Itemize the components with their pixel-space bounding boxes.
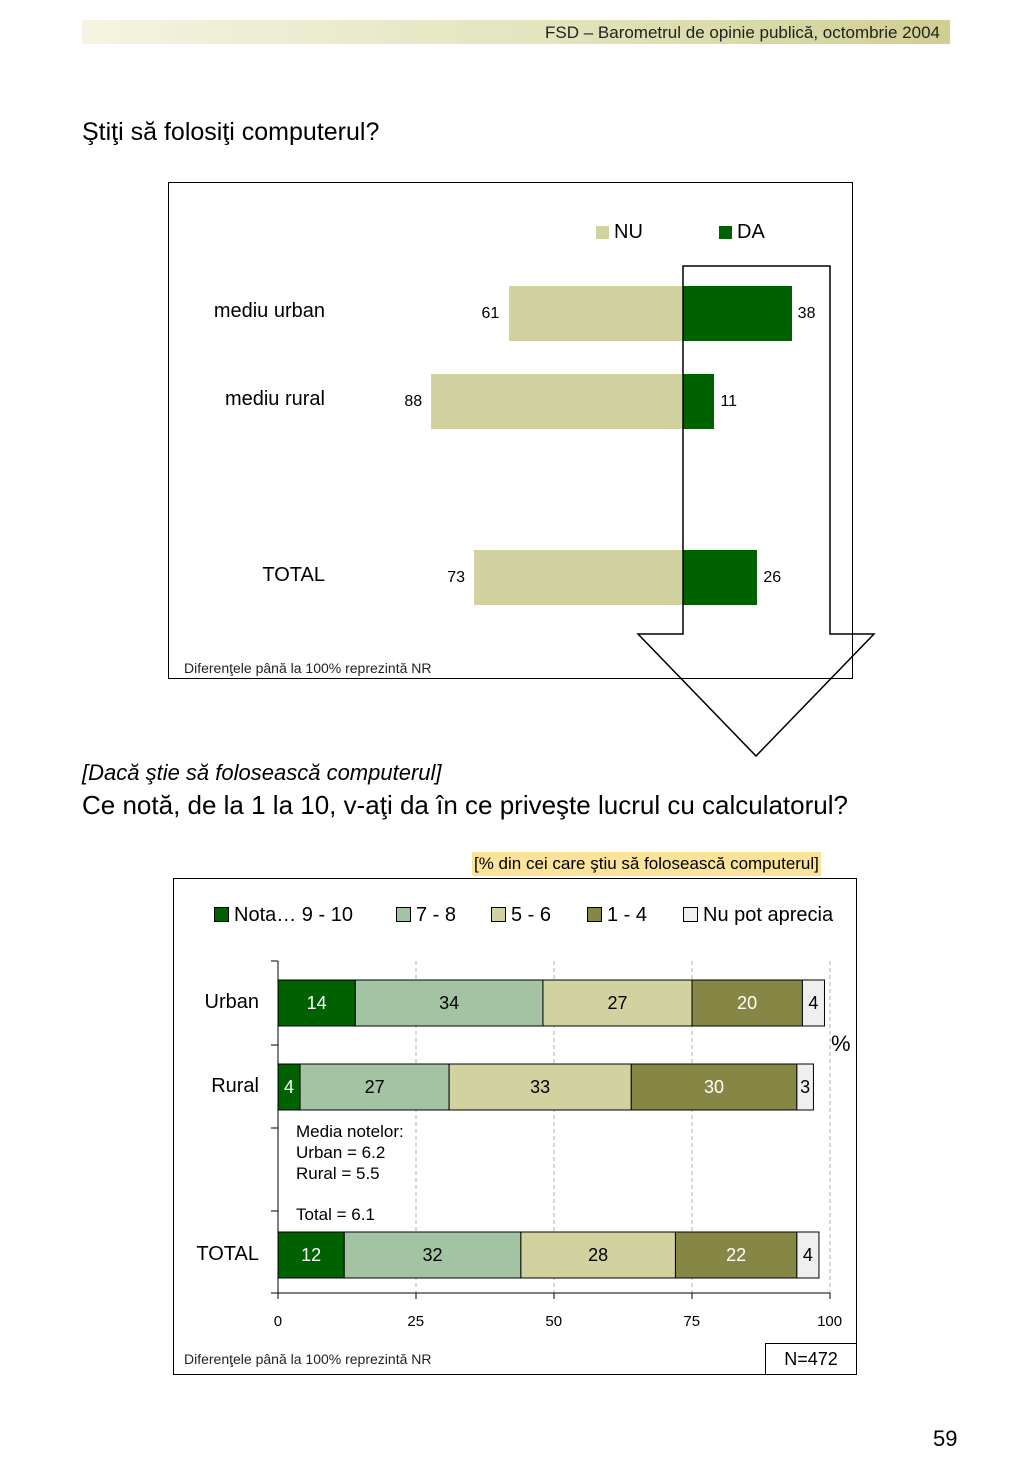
question2-title: Ce notă, de la 1 la 10, v-aţi da în ce priveşte lucrul cu calculatorul? bbox=[82, 790, 848, 820]
legend-item-5-6 bbox=[491, 904, 551, 927]
segment-value-7-8-total: 32 bbox=[422, 1245, 443, 1265]
bar-nu-total bbox=[474, 550, 683, 605]
chart1-note: Diferenţele până la 100% reprezintă NR bbox=[184, 660, 432, 676]
value-label-nu-mediu-urban: 61 bbox=[481, 305, 500, 322]
computer-usage-chart bbox=[168, 182, 853, 679]
question1-title: Ştiţi să folosiţi computerul? bbox=[82, 118, 380, 146]
legend-item-nu bbox=[596, 221, 643, 244]
legend-swatch-7-8 bbox=[396, 907, 411, 922]
legend-item-nu-pot-aprecia bbox=[683, 904, 833, 927]
legend-label-5-6: 5 - 6 bbox=[511, 904, 552, 926]
segment-value-7-8-rural: 27 bbox=[364, 1077, 385, 1097]
category-label-rural: Rural bbox=[211, 1075, 259, 1097]
question2-filter: [Dacă ştie să folosească computerul] bbox=[82, 760, 442, 785]
category-label-urban: Urban bbox=[204, 991, 259, 1013]
x-tick-label-0: 0 bbox=[273, 1313, 283, 1330]
segment-value-1-4-rural: 30 bbox=[704, 1077, 725, 1097]
bar-da-mediu-urban bbox=[683, 286, 792, 341]
segment-value-1-4-total: 22 bbox=[726, 1245, 747, 1265]
segment-value-nu-pot-aprecia-urban: 4 bbox=[808, 993, 819, 1013]
value-label-nu-mediu-rural: 88 bbox=[404, 393, 423, 410]
x-tick-label-50: 50 bbox=[545, 1313, 563, 1330]
value-label-nu-total: 73 bbox=[447, 569, 466, 586]
legend-label-9-10: Nota… 9 - 10 bbox=[234, 904, 353, 926]
segment-value-nu-pot-aprecia-rural: 3 bbox=[800, 1077, 811, 1097]
segment-value-nota-9-10-urban: 14 bbox=[306, 993, 327, 1013]
value-label-da-mediu-rural: 11 bbox=[720, 393, 738, 410]
legend-item-9-10 bbox=[214, 904, 353, 927]
bar-da-total bbox=[683, 550, 757, 605]
sample-size-box: N=472 bbox=[765, 1343, 857, 1375]
legend-label-7-8: 7 - 8 bbox=[416, 904, 457, 926]
media-notelor-annotation bbox=[296, 1121, 404, 1225]
x-tick-label-100: 100 bbox=[817, 1313, 843, 1330]
segment-value-nota-9-10-total: 12 bbox=[301, 1245, 322, 1265]
unit-label: % bbox=[831, 1031, 851, 1056]
legend-swatch-nu bbox=[596, 226, 609, 239]
category-label-mediu-urban: mediu urban bbox=[213, 300, 325, 322]
legend-swatch-nu-pot-aprecia bbox=[683, 907, 698, 922]
annotation-line: Media notelor: bbox=[296, 1122, 404, 1141]
segment-value-1-4-urban: 20 bbox=[737, 993, 758, 1013]
legend-swatch-9-10 bbox=[214, 907, 229, 922]
subset-label: [% din cei care ştiu să folosească computerul] bbox=[472, 852, 821, 876]
header-title: FSD – Barometrul de opinie publică, octombrie 2004 bbox=[545, 23, 940, 42]
computer-skill-rating-chart bbox=[173, 878, 857, 1375]
segment-value-5-6-rural: 33 bbox=[530, 1077, 551, 1097]
legend-label-da: DA bbox=[737, 221, 765, 243]
x-tick-label-25: 25 bbox=[407, 1313, 425, 1330]
x-tick-label-75: 75 bbox=[683, 1313, 701, 1330]
segment-value-5-6-total: 28 bbox=[588, 1245, 609, 1265]
segment-value-5-6-urban: 27 bbox=[607, 993, 628, 1013]
category-label-total: TOTAL bbox=[196, 1243, 259, 1265]
legend-label-nu-pot-aprecia: Nu pot aprecia bbox=[703, 904, 834, 926]
legend-swatch-1-4 bbox=[587, 907, 602, 922]
annotation-line: Rural = 5.5 bbox=[296, 1164, 380, 1183]
page-number: 59 bbox=[933, 1426, 958, 1451]
bar-nu-mediu-urban bbox=[509, 286, 683, 341]
legend-swatch-5-6 bbox=[491, 907, 506, 922]
legend-label-1-4: 1 - 4 bbox=[607, 904, 648, 926]
segment-value-nota-9-10-rural: 4 bbox=[284, 1077, 295, 1097]
value-label-da-mediu-urban: 38 bbox=[797, 305, 816, 322]
bar-nu-mediu-rural bbox=[431, 374, 683, 429]
header-band bbox=[82, 20, 950, 44]
legend-swatch-da bbox=[719, 226, 732, 239]
segment-value-7-8-urban: 34 bbox=[439, 993, 460, 1013]
legend-item-da bbox=[719, 221, 765, 244]
category-label-total: TOTAL bbox=[262, 564, 325, 586]
legend-item-1-4 bbox=[587, 904, 647, 927]
chart2-axes bbox=[174, 879, 858, 1376]
annotation-line: Urban = 6.2 bbox=[296, 1143, 386, 1162]
annotation-line: Total = 6.1 bbox=[296, 1205, 375, 1224]
segment-value-nu-pot-aprecia-total: 4 bbox=[802, 1245, 813, 1265]
chart2-note: Diferenţele până la 100% reprezintă NR bbox=[184, 1351, 432, 1367]
legend-item-7-8 bbox=[396, 904, 456, 927]
bar-da-mediu-rural bbox=[683, 374, 714, 429]
category-label-mediu-rural: mediu rural bbox=[224, 388, 325, 410]
annotation-spacer bbox=[296, 1184, 404, 1204]
legend-label-nu: NU bbox=[614, 221, 643, 243]
value-label-da-total: 26 bbox=[763, 569, 782, 586]
